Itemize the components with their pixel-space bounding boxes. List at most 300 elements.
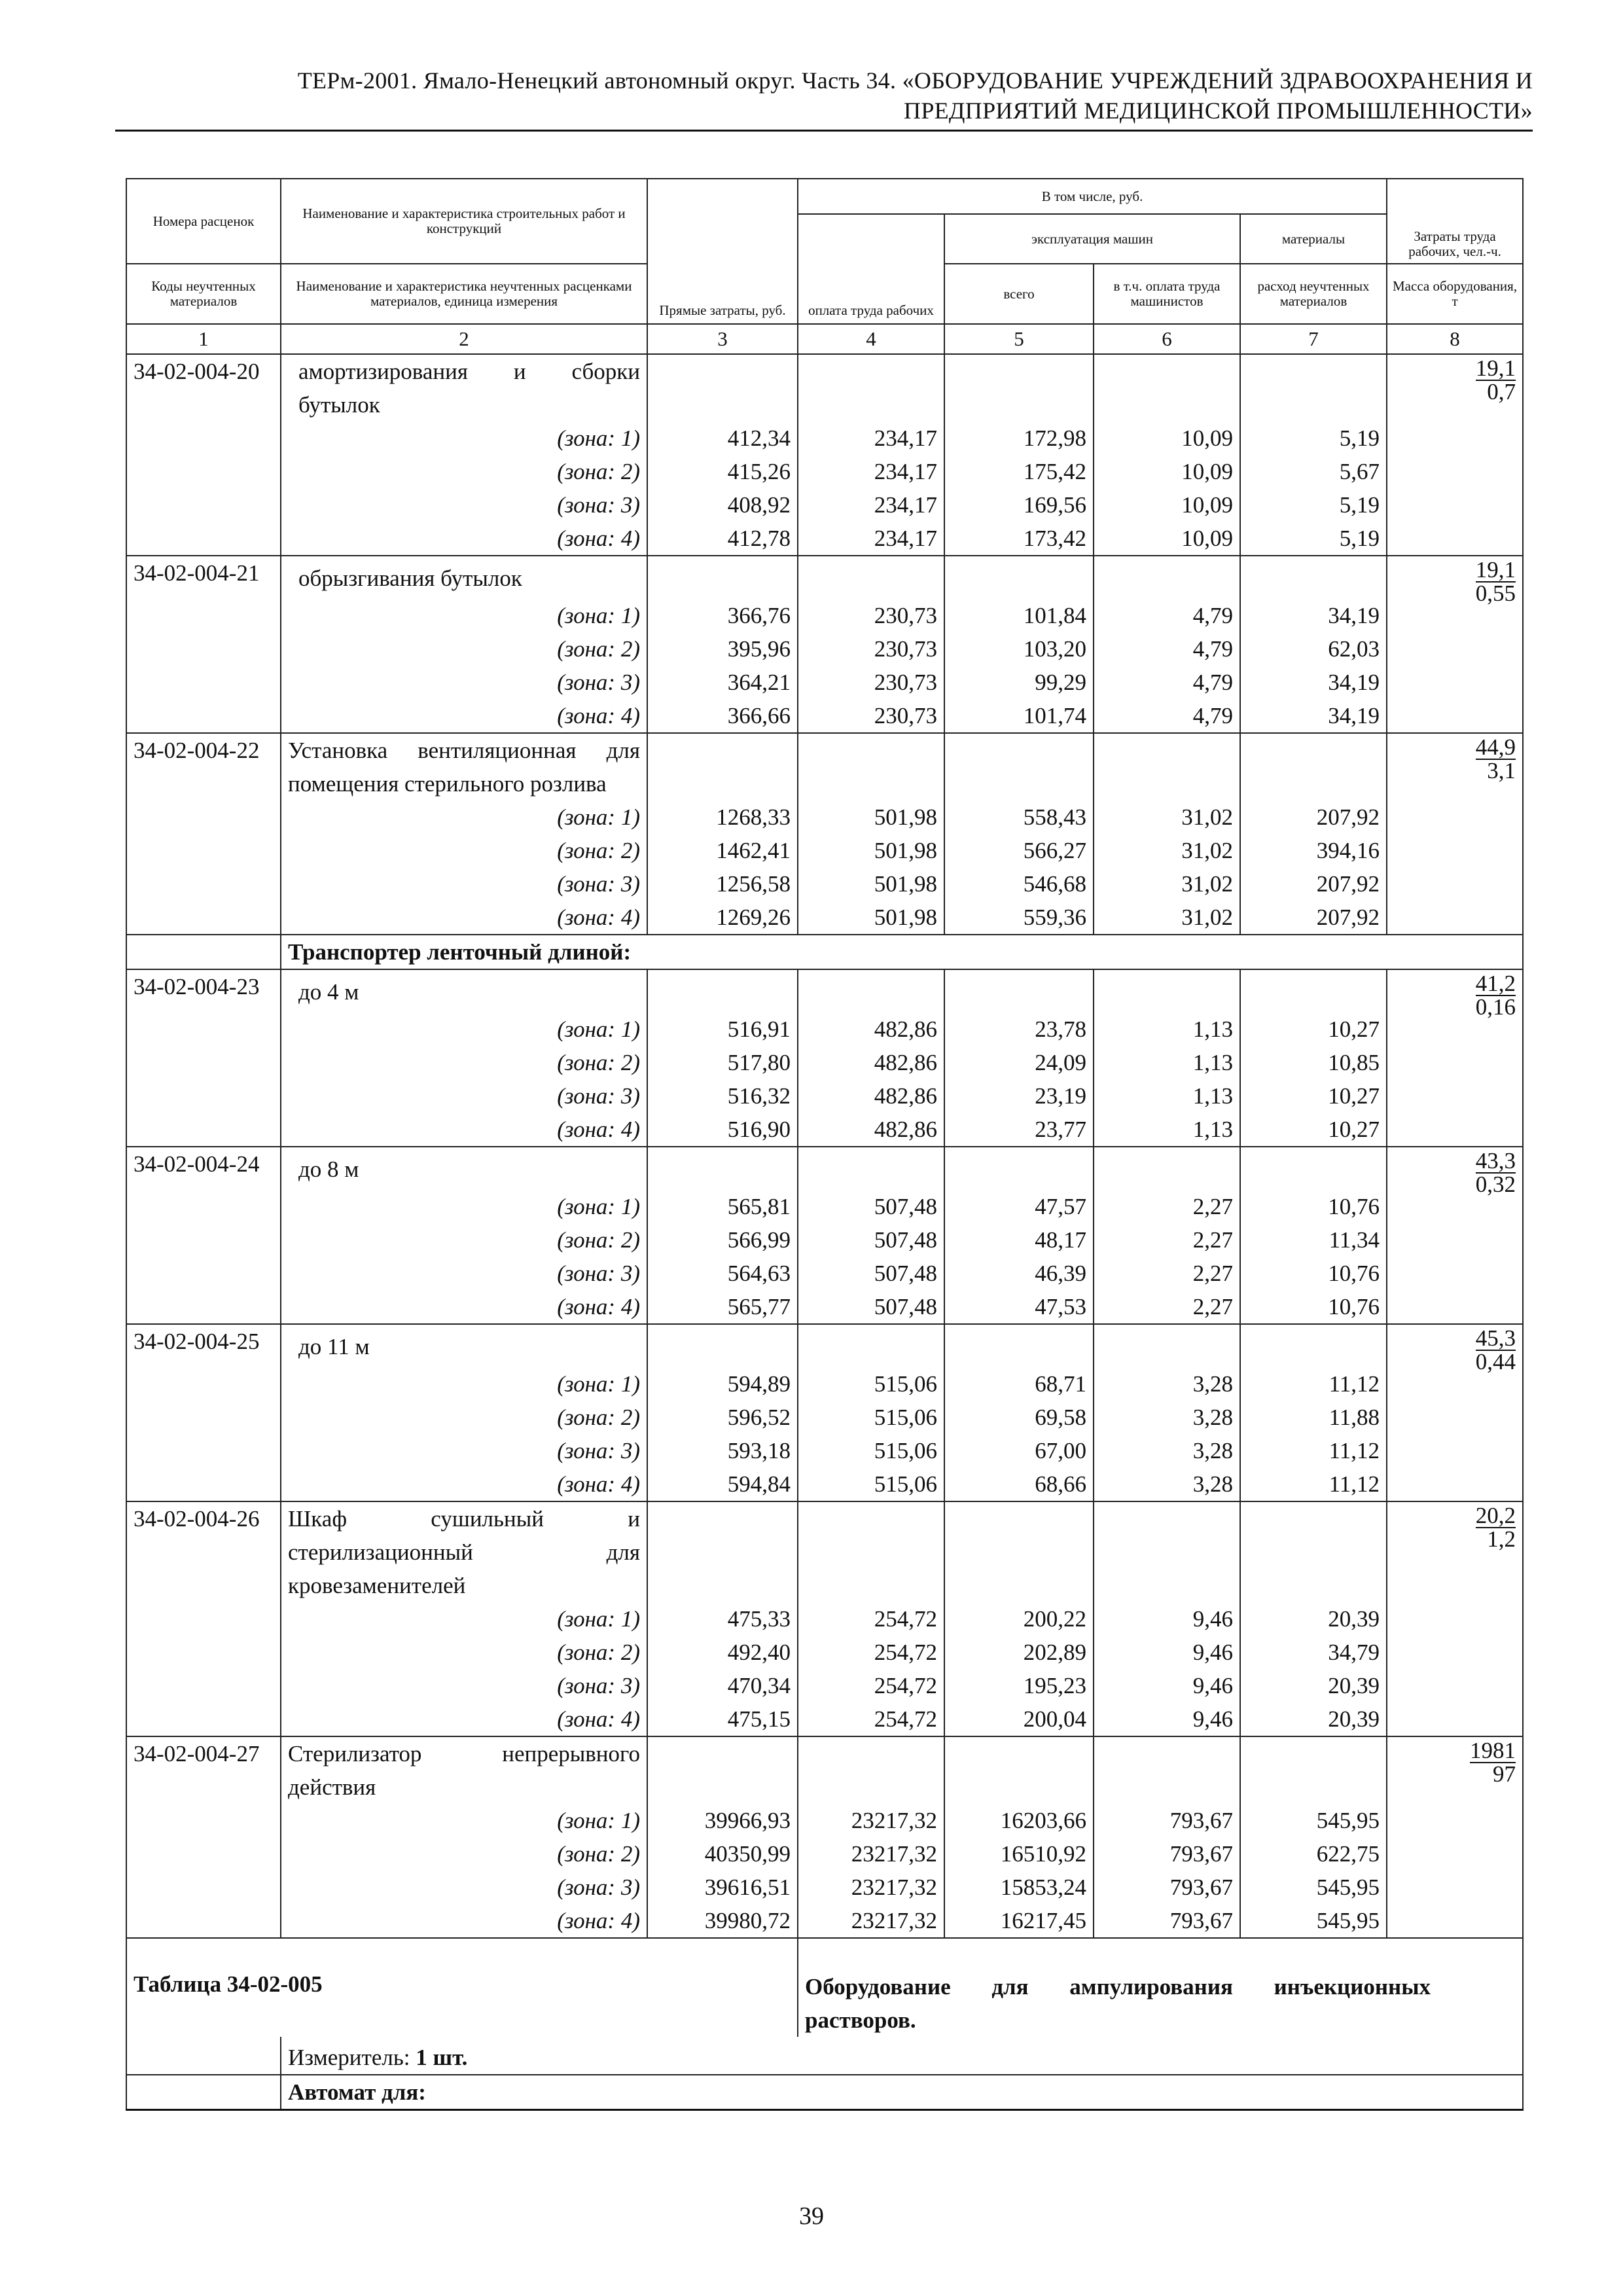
materials: 10,27 bbox=[1240, 1113, 1387, 1147]
zone-row bbox=[126, 1804, 1523, 1837]
worker-pay: 230,73 bbox=[798, 666, 944, 699]
rate-code: 34-02-004-23 bbox=[126, 969, 281, 1147]
direct-costs: 366,66 bbox=[647, 699, 798, 733]
direct-costs: 565,81 bbox=[647, 1190, 798, 1223]
machine-operation: 23,77 bbox=[944, 1113, 1094, 1147]
driver-pay: 793,67 bbox=[1094, 1804, 1240, 1837]
rate-code: 34-02-004-26 bbox=[126, 1501, 281, 1736]
empty-cell bbox=[126, 2037, 281, 2075]
empty-cell bbox=[1094, 1324, 1240, 1367]
subheading-row bbox=[126, 935, 1523, 969]
machine-operation: 558,43 bbox=[944, 800, 1094, 834]
zone-row bbox=[126, 1837, 1523, 1871]
zone-row bbox=[126, 1871, 1523, 1904]
col-number: 4 bbox=[798, 324, 944, 354]
worker-pay: 230,73 bbox=[798, 632, 944, 666]
zone-row bbox=[126, 1467, 1523, 1501]
zone-label: (зона: 3) bbox=[281, 1079, 647, 1113]
empty-cell bbox=[647, 556, 798, 599]
labor-mass-fraction bbox=[1387, 1501, 1523, 1736]
zone-row bbox=[126, 455, 1523, 488]
materials: 20,39 bbox=[1240, 1702, 1387, 1736]
zone-row bbox=[126, 1401, 1523, 1434]
zone-label: (зона: 1) bbox=[281, 422, 647, 455]
worker-pay: 234,17 bbox=[798, 455, 944, 488]
labor-mass-fraction bbox=[1387, 969, 1523, 1147]
fraction bbox=[1476, 1327, 1516, 1373]
driver-pay: 10,09 bbox=[1094, 488, 1240, 522]
labor-costs: 43,3 bbox=[1475, 1148, 1516, 1174]
direct-costs: 395,96 bbox=[647, 632, 798, 666]
zone-label: (зона: 4) bbox=[281, 1467, 647, 1501]
machine-operation: 175,42 bbox=[944, 455, 1094, 488]
direct-costs: 364,21 bbox=[647, 666, 798, 699]
direct-costs: 1268,33 bbox=[647, 800, 798, 834]
driver-pay: 10,09 bbox=[1094, 422, 1240, 455]
direct-costs: 516,90 bbox=[647, 1113, 798, 1147]
zone-label: (зона: 4) bbox=[281, 901, 647, 935]
worker-pay: 23217,32 bbox=[798, 1871, 944, 1904]
rate-code: 34-02-004-27 bbox=[126, 1736, 281, 1938]
materials: 34,79 bbox=[1240, 1636, 1387, 1669]
driver-pay: 1,13 bbox=[1094, 1046, 1240, 1079]
empty-cell bbox=[944, 556, 1094, 599]
materials: 62,03 bbox=[1240, 632, 1387, 666]
zone-label: (зона: 1) bbox=[281, 1190, 647, 1223]
driver-pay: 2,27 bbox=[1094, 1257, 1240, 1290]
machine-operation: 103,20 bbox=[944, 632, 1094, 666]
zone-row bbox=[126, 1290, 1523, 1324]
zone-label: (зона: 4) bbox=[281, 1290, 647, 1324]
zone-label: (зона: 2) bbox=[281, 632, 647, 666]
worker-pay: 507,48 bbox=[798, 1290, 944, 1324]
materials: 11,34 bbox=[1240, 1223, 1387, 1257]
worker-pay: 234,17 bbox=[798, 488, 944, 522]
rate-row bbox=[126, 969, 1523, 1013]
empty-cell bbox=[798, 733, 944, 800]
hdr-labor-costs: Затраты труда рабочих, чел.-ч. bbox=[1387, 179, 1523, 264]
machine-operation: 16217,45 bbox=[944, 1904, 1094, 1938]
machine-operation: 68,66 bbox=[944, 1467, 1094, 1501]
rate-description: Стерилизатор непрерывного действия bbox=[281, 1736, 647, 1804]
zone-row bbox=[126, 699, 1523, 733]
direct-costs: 594,89 bbox=[647, 1367, 798, 1401]
direct-costs: 596,52 bbox=[647, 1401, 798, 1434]
rate-code: 34-02-004-20 bbox=[126, 354, 281, 556]
worker-pay: 507,48 bbox=[798, 1223, 944, 1257]
zone-row bbox=[126, 800, 1523, 834]
materials: 545,95 bbox=[1240, 1871, 1387, 1904]
equipment-mass: 0,55 bbox=[1475, 581, 1516, 606]
empty-cell bbox=[647, 354, 798, 422]
worker-pay: 254,72 bbox=[798, 1702, 944, 1736]
zone-row bbox=[126, 522, 1523, 556]
labor-costs: 19,1 bbox=[1475, 557, 1516, 583]
driver-pay: 10,09 bbox=[1094, 455, 1240, 488]
zone-row bbox=[126, 1904, 1523, 1938]
empty-cell bbox=[647, 1501, 798, 1602]
equipment-mass: 0,32 bbox=[1475, 1172, 1516, 1197]
hdr-equipment-mass: Масса оборудования, т bbox=[1387, 264, 1523, 324]
rate-row bbox=[126, 733, 1523, 800]
equipment-mass: 1,2 bbox=[1487, 1526, 1516, 1552]
col-number: 2 bbox=[281, 324, 647, 354]
hdr-machine-operation: эксплуатация машин bbox=[944, 214, 1240, 264]
hdr-rate-numbers: Номера расценок bbox=[126, 179, 281, 264]
materials: 34,19 bbox=[1240, 599, 1387, 632]
measure-row bbox=[126, 2037, 1523, 2075]
empty-cell bbox=[1094, 1147, 1240, 1190]
next-table-description: Оборудование для ампулирования инъекционных растворов. bbox=[798, 1938, 1523, 2037]
driver-pay: 31,02 bbox=[1094, 834, 1240, 867]
empty-cell bbox=[944, 1147, 1094, 1190]
driver-pay: 4,79 bbox=[1094, 699, 1240, 733]
machine-operation: 195,23 bbox=[944, 1669, 1094, 1702]
empty-cell bbox=[944, 354, 1094, 422]
driver-pay: 1,13 bbox=[1094, 1113, 1240, 1147]
direct-costs: 492,40 bbox=[647, 1636, 798, 1669]
page-header bbox=[115, 65, 1533, 126]
fraction bbox=[1476, 559, 1516, 605]
zone-label: (зона: 2) bbox=[281, 1046, 647, 1079]
empty-cell bbox=[1240, 556, 1387, 599]
col-number: 6 bbox=[1094, 324, 1240, 354]
driver-pay: 3,28 bbox=[1094, 1401, 1240, 1434]
rate-row bbox=[126, 354, 1523, 422]
worker-pay: 482,86 bbox=[798, 1046, 944, 1079]
rate-code: 34-02-004-25 bbox=[126, 1324, 281, 1501]
machine-operation: 68,71 bbox=[944, 1367, 1094, 1401]
zone-row bbox=[126, 1046, 1523, 1079]
materials: 207,92 bbox=[1240, 901, 1387, 935]
machine-operation: 47,53 bbox=[944, 1290, 1094, 1324]
direct-costs: 39980,72 bbox=[647, 1904, 798, 1938]
materials: 545,95 bbox=[1240, 1804, 1387, 1837]
materials: 20,39 bbox=[1240, 1602, 1387, 1636]
fraction bbox=[1476, 736, 1516, 782]
measure-value: 1 шт. bbox=[416, 2045, 468, 2070]
fraction bbox=[1476, 1505, 1516, 1551]
zone-row bbox=[126, 1190, 1523, 1223]
zone-row bbox=[126, 1257, 1523, 1290]
labor-costs: 20,2 bbox=[1475, 1503, 1516, 1528]
measure-label: Измеритель: bbox=[288, 2045, 410, 2070]
worker-pay: 254,72 bbox=[798, 1602, 944, 1636]
machine-operation: 172,98 bbox=[944, 422, 1094, 455]
materials: 5,19 bbox=[1240, 488, 1387, 522]
transporter-heading: Транспортер ленточный длиной: bbox=[281, 935, 1523, 969]
materials: 10,27 bbox=[1240, 1079, 1387, 1113]
zone-row bbox=[126, 867, 1523, 901]
rate-row bbox=[126, 1501, 1523, 1602]
direct-costs: 1462,41 bbox=[647, 834, 798, 867]
equipment-mass: 0,7 bbox=[1487, 379, 1516, 404]
measure bbox=[281, 2037, 1523, 2075]
empty-cell bbox=[647, 1147, 798, 1190]
zone-row bbox=[126, 1079, 1523, 1113]
empty-cell bbox=[798, 1147, 944, 1190]
direct-costs: 593,18 bbox=[647, 1434, 798, 1467]
machine-operation: 47,57 bbox=[944, 1190, 1094, 1223]
equipment-mass: 97 bbox=[1493, 1761, 1516, 1787]
empty-cell bbox=[1240, 969, 1387, 1013]
materials: 207,92 bbox=[1240, 800, 1387, 834]
zone-label: (зона: 2) bbox=[281, 1223, 647, 1257]
zone-row bbox=[126, 1602, 1523, 1636]
zone-row bbox=[126, 1636, 1523, 1669]
zone-row bbox=[126, 666, 1523, 699]
machine-operation: 16510,92 bbox=[944, 1837, 1094, 1871]
driver-pay: 2,27 bbox=[1094, 1290, 1240, 1324]
fraction bbox=[1470, 1740, 1516, 1785]
zone-row bbox=[126, 422, 1523, 455]
worker-pay: 482,86 bbox=[798, 1113, 944, 1147]
driver-pay: 9,46 bbox=[1094, 1669, 1240, 1702]
rate-code: 34-02-004-24 bbox=[126, 1147, 281, 1324]
zone-label: (зона: 3) bbox=[281, 488, 647, 522]
driver-pay: 3,28 bbox=[1094, 1367, 1240, 1401]
hdr-total: всего bbox=[944, 264, 1094, 324]
driver-pay: 9,46 bbox=[1094, 1702, 1240, 1736]
empty-cell bbox=[798, 556, 944, 599]
worker-pay: 515,06 bbox=[798, 1367, 944, 1401]
materials: 11,12 bbox=[1240, 1434, 1387, 1467]
rate-description: обрызгивания бутылок bbox=[281, 556, 647, 599]
zone-label: (зона: 3) bbox=[281, 1669, 647, 1702]
zone-label: (зона: 2) bbox=[281, 1636, 647, 1669]
empty-cell bbox=[126, 935, 281, 969]
machine-operation: 101,74 bbox=[944, 699, 1094, 733]
materials: 34,19 bbox=[1240, 666, 1387, 699]
rate-row bbox=[126, 1736, 1523, 1804]
direct-costs: 1256,58 bbox=[647, 867, 798, 901]
materials: 10,76 bbox=[1240, 1290, 1387, 1324]
labor-costs: 44,9 bbox=[1475, 734, 1516, 760]
direct-costs: 1269,26 bbox=[647, 901, 798, 935]
zone-label: (зона: 2) bbox=[281, 834, 647, 867]
worker-pay: 515,06 bbox=[798, 1434, 944, 1467]
worker-pay: 234,17 bbox=[798, 422, 944, 455]
machine-operation: 169,56 bbox=[944, 488, 1094, 522]
materials: 394,16 bbox=[1240, 834, 1387, 867]
direct-costs: 475,33 bbox=[647, 1602, 798, 1636]
machine-operation: 559,36 bbox=[944, 901, 1094, 935]
machine-operation: 202,89 bbox=[944, 1636, 1094, 1669]
zone-label: (зона: 1) bbox=[281, 800, 647, 834]
driver-pay: 793,67 bbox=[1094, 1837, 1240, 1871]
labor-costs: 45,3 bbox=[1475, 1325, 1516, 1351]
empty-cell bbox=[1094, 556, 1240, 599]
empty-cell bbox=[1240, 1736, 1387, 1804]
worker-pay: 230,73 bbox=[798, 699, 944, 733]
materials: 5,19 bbox=[1240, 522, 1387, 556]
zone-label: (зона: 1) bbox=[281, 1804, 647, 1837]
fraction bbox=[1476, 357, 1516, 403]
zone-label: (зона: 4) bbox=[281, 699, 647, 733]
labor-mass-fraction bbox=[1387, 1736, 1523, 1938]
zone-row bbox=[126, 1113, 1523, 1147]
zone-label: (зона: 3) bbox=[281, 1871, 647, 1904]
zone-row bbox=[126, 1669, 1523, 1702]
materials: 11,88 bbox=[1240, 1401, 1387, 1434]
driver-pay: 3,28 bbox=[1094, 1434, 1240, 1467]
direct-costs: 366,76 bbox=[647, 599, 798, 632]
hdr-material-names: Наименование и характеристика неучтенных расценками материалов, единица измерения bbox=[281, 264, 647, 324]
zone-row bbox=[126, 1223, 1523, 1257]
zone-label: (зона: 2) bbox=[281, 1401, 647, 1434]
zone-label: (зона: 2) bbox=[281, 455, 647, 488]
hdr-direct-costs: Прямые затраты, руб. bbox=[647, 179, 798, 324]
materials: 207,92 bbox=[1240, 867, 1387, 901]
machine-operation: 24,09 bbox=[944, 1046, 1094, 1079]
rate-description: Установка вентиляционная для помещения стерильного розлива bbox=[281, 733, 647, 800]
direct-costs: 566,99 bbox=[647, 1223, 798, 1257]
materials: 10,27 bbox=[1240, 1013, 1387, 1046]
header-rule bbox=[115, 130, 1533, 132]
direct-costs: 516,32 bbox=[647, 1079, 798, 1113]
zone-row bbox=[126, 632, 1523, 666]
materials: 11,12 bbox=[1240, 1367, 1387, 1401]
zone-label: (зона: 4) bbox=[281, 1702, 647, 1736]
worker-pay: 23217,32 bbox=[798, 1804, 944, 1837]
col-number: 1 bbox=[126, 324, 281, 354]
hdr-driver-pay: в т.ч. оплата труда машинистов bbox=[1094, 264, 1240, 324]
materials: 34,19 bbox=[1240, 699, 1387, 733]
labor-costs: 1981 bbox=[1470, 1738, 1516, 1763]
empty-cell bbox=[1094, 969, 1240, 1013]
empty-cell bbox=[798, 1324, 944, 1367]
labor-mass-fraction bbox=[1387, 733, 1523, 935]
fraction bbox=[1476, 1150, 1516, 1196]
empty-cell bbox=[1094, 733, 1240, 800]
direct-costs: 412,34 bbox=[647, 422, 798, 455]
empty-cell bbox=[647, 969, 798, 1013]
hdr-worker-pay: оплата труда рабочих bbox=[798, 214, 944, 324]
zone-label: (зона: 3) bbox=[281, 867, 647, 901]
worker-pay: 23217,32 bbox=[798, 1904, 944, 1938]
machine-operation: 23,19 bbox=[944, 1079, 1094, 1113]
machine-operation: 173,42 bbox=[944, 522, 1094, 556]
worker-pay: 234,17 bbox=[798, 522, 944, 556]
zone-label: (зона: 3) bbox=[281, 1257, 647, 1290]
driver-pay: 4,79 bbox=[1094, 666, 1240, 699]
empty-cell bbox=[126, 2075, 281, 2110]
materials: 5,67 bbox=[1240, 455, 1387, 488]
direct-costs: 39616,51 bbox=[647, 1871, 798, 1904]
direct-costs: 564,63 bbox=[647, 1257, 798, 1290]
empty-cell bbox=[944, 969, 1094, 1013]
rate-description: до 4 м bbox=[281, 969, 647, 1013]
driver-pay: 31,02 bbox=[1094, 800, 1240, 834]
worker-pay: 501,98 bbox=[798, 867, 944, 901]
materials: 545,95 bbox=[1240, 1904, 1387, 1938]
machine-operation: 15853,24 bbox=[944, 1871, 1094, 1904]
worker-pay: 507,48 bbox=[798, 1257, 944, 1290]
machine-operation: 48,17 bbox=[944, 1223, 1094, 1257]
empty-cell bbox=[1094, 354, 1240, 422]
materials: 622,75 bbox=[1240, 1837, 1387, 1871]
driver-pay: 793,67 bbox=[1094, 1871, 1240, 1904]
worker-pay: 501,98 bbox=[798, 800, 944, 834]
driver-pay: 2,27 bbox=[1094, 1223, 1240, 1257]
empty-cell bbox=[1240, 354, 1387, 422]
machine-operation: 23,78 bbox=[944, 1013, 1094, 1046]
worker-pay: 515,06 bbox=[798, 1467, 944, 1501]
empty-cell bbox=[1094, 1501, 1240, 1602]
driver-pay: 2,27 bbox=[1094, 1190, 1240, 1223]
materials: 10,76 bbox=[1240, 1257, 1387, 1290]
worker-pay: 507,48 bbox=[798, 1190, 944, 1223]
worker-pay: 482,86 bbox=[798, 1079, 944, 1113]
zone-label: (зона: 4) bbox=[281, 1904, 647, 1938]
direct-costs: 517,80 bbox=[647, 1046, 798, 1079]
zone-row bbox=[126, 1702, 1523, 1736]
col-number: 7 bbox=[1240, 324, 1387, 354]
driver-pay: 9,46 bbox=[1094, 1636, 1240, 1669]
worker-pay: 515,06 bbox=[798, 1401, 944, 1434]
driver-pay: 31,02 bbox=[1094, 901, 1240, 935]
driver-pay: 1,13 bbox=[1094, 1079, 1240, 1113]
machine-operation: 546,68 bbox=[944, 867, 1094, 901]
rate-description: до 8 м bbox=[281, 1147, 647, 1190]
direct-costs: 40350,99 bbox=[647, 1837, 798, 1871]
materials: 10,76 bbox=[1240, 1190, 1387, 1223]
zone-row bbox=[126, 901, 1523, 935]
zone-row bbox=[126, 1367, 1523, 1401]
rate-row bbox=[126, 556, 1523, 599]
driver-pay: 4,79 bbox=[1094, 632, 1240, 666]
header-line-2: ПРЕДПРИЯТИЙ МЕДИЦИНСКОЙ ПРОМЫШЛЕННОСТИ» bbox=[904, 98, 1533, 124]
worker-pay: 254,72 bbox=[798, 1636, 944, 1669]
machine-operation: 67,00 bbox=[944, 1434, 1094, 1467]
hdr-material-consumption: расход неучтенных материалов bbox=[1240, 264, 1387, 324]
rate-description: до 11 м bbox=[281, 1324, 647, 1367]
empty-cell bbox=[798, 1736, 944, 1804]
worker-pay: 23217,32 bbox=[798, 1837, 944, 1871]
zone-label: (зона: 1) bbox=[281, 1013, 647, 1046]
empty-cell bbox=[944, 733, 1094, 800]
header-line-1: ТЕРм-2001. Ямало-Ненецкий автономный округ. Часть 34. «ОБОРУДОВАНИЕ УЧРЕЖДЕНИЙ ЗДРАВООХРАНЕНИЯ И bbox=[297, 67, 1533, 94]
driver-pay: 3,28 bbox=[1094, 1467, 1240, 1501]
zone-label: (зона: 3) bbox=[281, 666, 647, 699]
rate-row bbox=[126, 1147, 1523, 1190]
labor-costs: 19,1 bbox=[1475, 355, 1516, 381]
equipment-mass: 3,1 bbox=[1487, 758, 1516, 783]
empty-cell bbox=[647, 1324, 798, 1367]
machine-operation: 566,27 bbox=[944, 834, 1094, 867]
empty-cell bbox=[1240, 1147, 1387, 1190]
rates-table bbox=[126, 178, 1524, 2111]
hdr-material-codes: Коды неучтенных материалов bbox=[126, 264, 281, 324]
materials: 5,19 bbox=[1240, 422, 1387, 455]
labor-mass-fraction bbox=[1387, 556, 1523, 733]
worker-pay: 501,98 bbox=[798, 834, 944, 867]
empty-cell bbox=[798, 1501, 944, 1602]
zone-label: (зона: 4) bbox=[281, 1113, 647, 1147]
direct-costs: 470,34 bbox=[647, 1669, 798, 1702]
zone-row bbox=[126, 834, 1523, 867]
machine-operation: 101,84 bbox=[944, 599, 1094, 632]
zone-label: (зона: 1) bbox=[281, 1367, 647, 1401]
zone-label: (зона: 1) bbox=[281, 599, 647, 632]
subheading-row bbox=[126, 2075, 1523, 2110]
rate-description: Шкаф сушильный и стерилизационный для кровезаменителей bbox=[281, 1501, 647, 1602]
col-number: 8 bbox=[1387, 324, 1523, 354]
driver-pay: 10,09 bbox=[1094, 522, 1240, 556]
empty-cell bbox=[1240, 1501, 1387, 1602]
empty-cell bbox=[944, 1501, 1094, 1602]
worker-pay: 230,73 bbox=[798, 599, 944, 632]
